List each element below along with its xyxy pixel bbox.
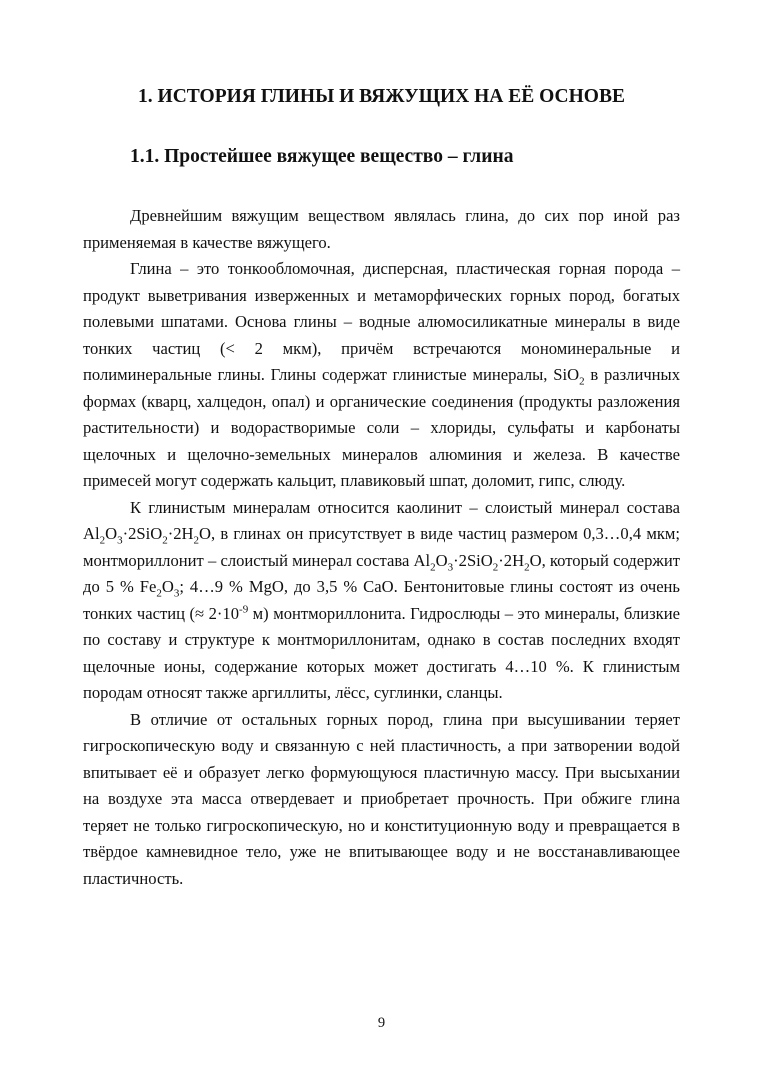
subscript: 2 — [162, 534, 168, 547]
text-run: ; 4…9 % MgO, до 3,5 % CaO. Бентонитовые глины состоят из очень тонких частиц (≈ 2·10 — [83, 577, 681, 623]
section-title: 1.1. Простейшее вяжущее вещество – глина — [130, 146, 514, 167]
subscript: 3 — [173, 587, 180, 600]
text-run: O — [435, 550, 448, 570]
paragraph-1: Древнейшим вяжущим веществом являлась глина, до сих пор иной раз применяемая в качестве вяжущего. — [83, 206, 680, 252]
subscript: 2 — [579, 375, 585, 388]
subscript: 2 — [193, 534, 200, 547]
text-run: ·2SiO — [453, 550, 493, 570]
page-number: 9 — [377, 1015, 386, 1031]
body-text — [83, 203, 680, 892]
text-run: ·2H — [498, 550, 525, 570]
chapter-title: 1. ИСТОРИЯ ГЛИНЫ И ВЯЖУЩИХ НА ЕЁ ОСНОВЕ — [138, 86, 625, 107]
subscript: 3 — [117, 534, 123, 547]
superscript: -9 — [239, 602, 249, 615]
paragraph-3 — [83, 495, 680, 707]
text-run: К глинистым минералам относится каолинит – слоистый минерал состава Al — [83, 497, 680, 543]
subscript: 2 — [99, 534, 106, 547]
subscript: 2 — [430, 560, 436, 573]
text-run: м) монтмориллонита. Гидрослюды – это минералы, близкие по составу и структуре к монтмориллонитам, однако в состав последних входят щелочные ионы, содержание которых может достигать 4…10 %. К глинистым породам относят также аргиллиты, лёсс, суглинки, сланцы. — [83, 603, 680, 702]
text-run: O, который содержит до 5 % Fe — [83, 550, 680, 596]
text-run: ·2SiO — [122, 524, 163, 543]
text-run: ·2H — [167, 524, 194, 543]
text-run: O — [105, 524, 118, 543]
text-run: O — [161, 577, 174, 596]
subscript: 2 — [524, 560, 530, 573]
subscript: 2 — [156, 587, 162, 600]
subscript: 2 — [492, 560, 499, 573]
paragraph-2 — [83, 256, 680, 495]
paragraph-2-text-a: Глина – это тонкообломочная, дисперсная, пластическая горная порода – продукт выветривания изверженных и метаморфических горных пород, богатых полевыми шпатами. Основа глины – водные алюмосиликатные минералы в виде тонких частиц (< 2 мкм), причём встречаются мономинеральные и полиминеральные глины. Глины содержат глинистые минералы, SiO — [83, 259, 680, 384]
subscript: 3 — [447, 560, 454, 573]
text-run: O, в глинах он присутствует в виде частиц размером 0,3…0,4 мкм; монтмориллонит – слоистый минерал состава Al — [83, 524, 680, 570]
paragraph-4: В отличие от остальных горных пород, глина при высушивании теряет гигроскопическую воду и связанную с ней пластичность, а при затворении водой впитывает её и образует легко формующуюся пластичную массу. При высыхании на воздухе эта масса отвердевает и приобретает прочность. При обжиге глина теряет не только гигроскопическую, но и конституционную воду и превращается в твёрдое камневидное тело, уже не впитывающее воду и не восстанавливающее пластичность. — [83, 709, 680, 888]
paragraph-2-text-c: в различных формах (кварц, халцедон, опал) и органические соединения (продукты разложения растительности) и водорастворимые соли – хлориды, сульфаты и карбонаты щелочных и щелочно-земельных минералов алюминия и железа. В качестве примесей могут содержать кальцит, плавиковый шпат, доломит, гипс, слюду. — [83, 365, 680, 490]
